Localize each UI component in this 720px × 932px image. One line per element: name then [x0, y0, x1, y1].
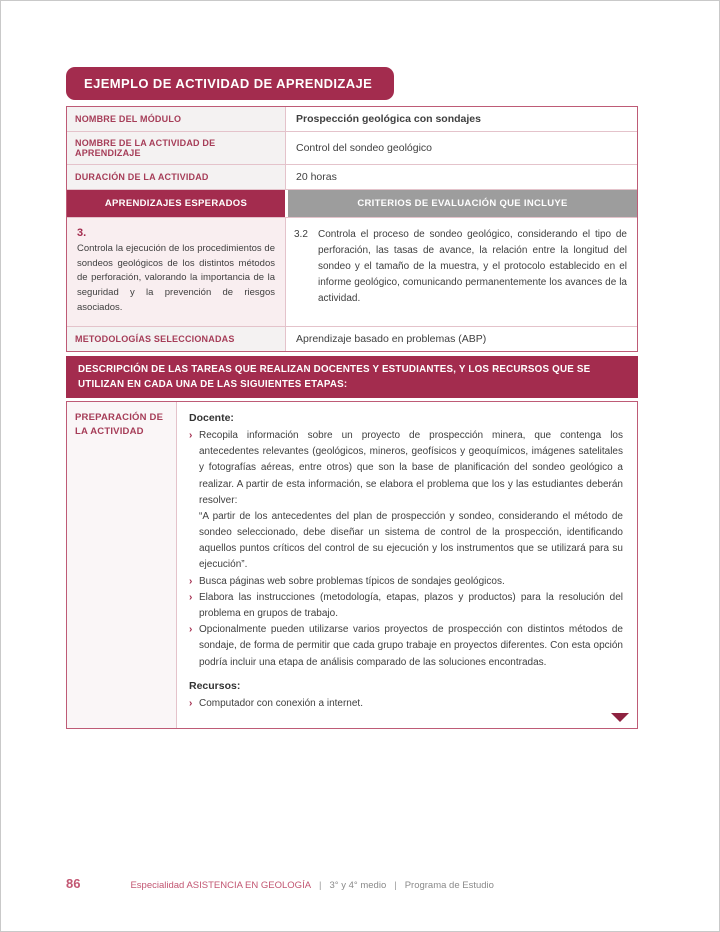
learning-header-row	[67, 189, 637, 217]
preparation-stage-body	[177, 402, 637, 728]
list-item	[189, 590, 623, 622]
expected-learnings-header: APRENDIZAJES ESPERADOS	[67, 190, 285, 217]
expected-learning-cell	[67, 218, 285, 326]
docente-heading: Docente:	[189, 411, 234, 424]
footer-separator: |	[319, 880, 322, 891]
methodology-row	[67, 326, 637, 351]
footer-grade: 3° y 4° medio	[329, 880, 387, 891]
activity-banner-title: EJEMPLO DE ACTIVIDAD DE APRENDIZAJE	[66, 67, 394, 100]
evaluation-criteria-cell	[285, 218, 637, 326]
module-name-label: NOMBRE DEL MÓDULO	[67, 107, 285, 131]
page-footer	[66, 876, 494, 891]
evaluation-criteria-header: CRITERIOS DE EVALUACIÓN QUE INCLUYE	[285, 190, 637, 217]
footer-specialty: Especialidad ASISTENCIA EN GEOLOGÍA	[130, 880, 312, 891]
bullet-text: Computador con conexión a internet.	[199, 697, 363, 709]
problem-statement-quote: “A partir de los antecedentes del plan de prospección y sondeo, considerando el método de sondeo seleccionado, debe diseñar un sistema de control de la prospección, identificando aquellos puntos críticos del control de su ejecución y los instrumentos que se utilizará para su ejecución”.	[199, 510, 623, 571]
preparation-stage-row	[66, 401, 638, 729]
bullet-text: Elabora las instrucciones (metodología, etapas, plazos y productos) para la resolución del problema en grupos de trabajo.	[199, 591, 623, 619]
page-number: 86	[66, 876, 81, 891]
activity-name-value: Control del sondeo geológico	[285, 132, 637, 164]
bullet-icon: ›	[189, 591, 193, 603]
recursos-heading: Recursos:	[189, 679, 241, 692]
bullet-icon: ›	[189, 575, 193, 587]
activity-example-section	[66, 67, 638, 729]
duration-label: DURACIÓN DE LA ACTIVIDAD	[67, 165, 285, 189]
footer-separator: |	[394, 880, 397, 891]
docente-bullet-list	[189, 428, 623, 509]
tasks-description-banner: DESCRIPCIÓN DE LAS TAREAS QUE REALIZAN DOCENTES Y ESTUDIANTES, Y LOS RECURSOS QUE SE UTILIZAN EN CADA UNA DE LAS SIGUIENTES ETAPAS:	[66, 356, 638, 398]
bullet-icon: ›	[189, 624, 193, 636]
module-name-value: Prospección geológica con sondajes	[285, 107, 637, 131]
footer-document-name: Programa de Estudio	[404, 880, 494, 891]
activity-name-label: NOMBRE DE LA ACTIVIDAD DE APRENDIZAJE	[67, 132, 285, 164]
list-item	[189, 622, 623, 671]
table-row	[67, 164, 637, 189]
content-continues-arrow-down-icon	[611, 713, 629, 722]
bullet-icon: ›	[189, 429, 193, 441]
preparation-stage-label: PREPARACIÓN DE LA ACTIVIDAD	[67, 402, 177, 728]
criteria-text: Controla el proceso de sondeo geológico, considerando el tipo de perforación, las tasas de avance, la relación entre la longitud del sondeo y el tamaño de la muestra, y el protocolo establecido en el informe geológico, comunicando permanentemente los avances de la actividad.	[318, 229, 627, 304]
expected-learning-text: Controla la ejecución de los procedimientos de sondeos geológicos de los distintos métodos de perforación, valorando la importancia de la seguridad y la prevención de riesgos asociados.	[77, 243, 275, 313]
bullet-icon: ›	[189, 697, 193, 709]
table-row	[67, 107, 637, 131]
recursos-bullet-list	[189, 696, 623, 712]
bullet-text: Recopila información sobre un proyecto de prospección minera, que contenga los antecedentes relevantes (geológicos, mineros, geofísicos y geoquímicos, imágenes satelitales y fotografías aéreas, entre otros) que son la base de planificación del sondeo geológico a realizar. A partir de esta información, se elabora el problema que los y las estudiantes deberán resolver:	[199, 429, 623, 506]
expected-learning-number: 3.	[77, 227, 87, 239]
list-item	[189, 574, 623, 590]
methodology-label: METODOLOGÍAS SELECCIONADAS	[67, 327, 285, 351]
bullet-text: Busca páginas web sobre problemas típicos de sondajes geológicos.	[199, 575, 505, 587]
docente-bullet-list	[189, 574, 623, 671]
criteria-number: 3.2	[294, 229, 308, 240]
activity-table	[66, 106, 638, 352]
learning-content-row	[67, 217, 637, 326]
methodology-value: Aprendizaje basado en problemas (ABP)	[285, 327, 637, 351]
bullet-text: Opcionalmente pueden utilizarse varios proyectos de prospección con distintos métodos de sondaje, de forma de permitir que cada grupo trabaje en proyectos diferentes. Con esta opción podría incluir una etapa de análisis comparado de las soluciones encontradas.	[199, 624, 623, 668]
list-item	[189, 428, 623, 509]
table-row	[67, 131, 637, 164]
duration-value: 20 horas	[285, 165, 637, 189]
list-item	[189, 696, 623, 712]
